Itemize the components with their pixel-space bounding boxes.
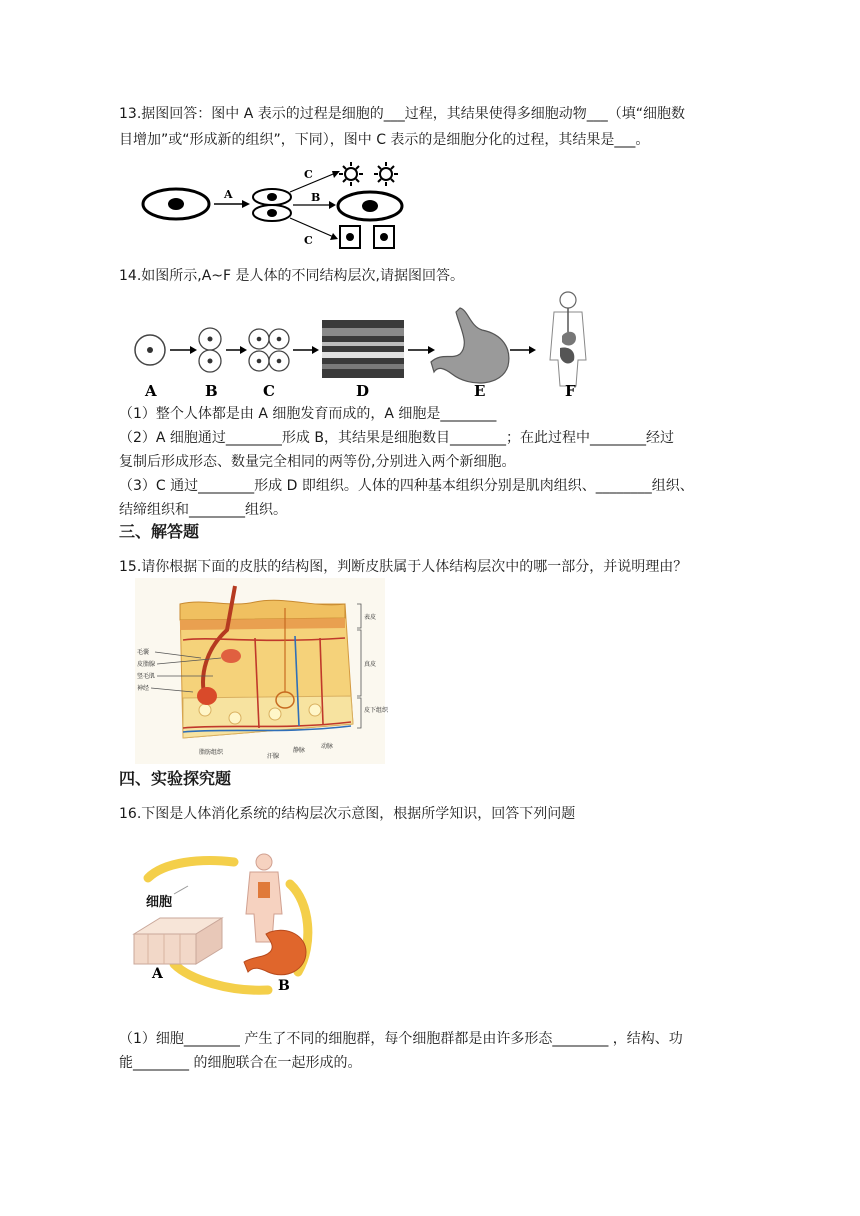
digestive-levels-diagram: [130, 848, 330, 996]
label-a: A: [224, 188, 233, 201]
q16-p1b: 能________ 的细胞联合在一起形成的。: [119, 1055, 362, 1071]
label-hair-follicle: 毛囊: [137, 649, 150, 656]
label-b: B: [278, 978, 290, 994]
label-artery: 动脉: [321, 743, 334, 750]
q14-p1: （1）整个人体都是由 A 细胞发育而成的，A 细胞是________: [119, 406, 497, 422]
label-f: F: [565, 382, 576, 400]
skin-structure-diagram: [135, 578, 389, 764]
label-c-bottom: C: [304, 234, 313, 247]
cell-division-diagram: [138, 158, 408, 254]
label-subcutaneous: 皮下组织: [364, 707, 389, 714]
label-d: D: [356, 382, 370, 400]
label-b: B: [205, 382, 218, 400]
tissue-d: [322, 320, 404, 378]
q14-p2a: （2）A 细胞通过________形成 B，其结果是细胞数目________；在此过程中________经过: [119, 430, 674, 446]
label-c: C: [263, 382, 275, 400]
label-cell: 细胞: [146, 895, 173, 910]
label-nerve: 神经: [137, 685, 150, 692]
human-body-f: [550, 292, 586, 386]
structure-levels-diagram: [130, 290, 600, 400]
label-adipose: 脂肪组织: [199, 749, 224, 756]
label-dermis: 真皮: [364, 661, 377, 668]
q13-line2: 目增加”或“形成新的组织”，下同），图中 C 表示的是细胞分化的过程，其结果是___。: [119, 132, 650, 148]
label-epidermis: 表皮: [364, 614, 377, 621]
human-figure: [246, 854, 282, 942]
stomach-organ: [244, 930, 306, 975]
label-arrector-pili: 竖毛肌: [137, 673, 156, 680]
section-heading-4: 四、实验探究题: [119, 769, 232, 788]
q15-title: 15.请你根据下面的皮肤的结构图，判断皮肤属于人体结构层次中的哪一部分，并说明理由？: [119, 559, 688, 575]
label-a: A: [152, 966, 163, 982]
section-heading-3: 三、解答题: [119, 522, 200, 541]
label-sebaceous-gland: 皮脂腺: [137, 661, 156, 668]
star-cell-2: [374, 162, 398, 186]
cell-a: [135, 335, 165, 365]
q14-title: 14.如图所示,A~F 是人体的不同结构层次,请据图回答。: [119, 268, 464, 284]
label-vein: 静脉: [293, 747, 306, 754]
tissue-block-a: [134, 918, 222, 964]
label-b: B: [311, 191, 321, 204]
q14-p3a: （3）C 通过________形成 D 即组织。人体的四种基本组织分别是肌肉组织、________组织、: [119, 478, 694, 494]
label-e: E: [474, 382, 486, 400]
q13-line1: 13.据图回答：图中 A 表示的过程是细胞的___过程，其结果使得多细胞动物___（填“细胞数: [119, 106, 685, 122]
label-c-top: C: [304, 168, 313, 181]
q16-p1a: （1）细胞________ 产生了不同的细胞群，每个细胞群都是由许多形态________ ，结构、功: [119, 1031, 683, 1047]
cells-c: [249, 329, 289, 371]
label-sweat-gland: 汗腺: [267, 753, 280, 760]
stomach-e: [431, 308, 509, 383]
cells-b: [199, 328, 221, 372]
q14-p3b: 结缔组织和________组织。: [119, 502, 287, 518]
label-a: A: [145, 382, 157, 400]
q16-title: 16.下图是人体消化系统的结构层次示意图，根据所学知识，回答下列问题: [119, 806, 576, 822]
q14-p2b: 复制后形成形态、数量完全相同的两等份,分别进入两个新细胞。: [119, 454, 516, 470]
star-cell-1: [339, 162, 363, 186]
